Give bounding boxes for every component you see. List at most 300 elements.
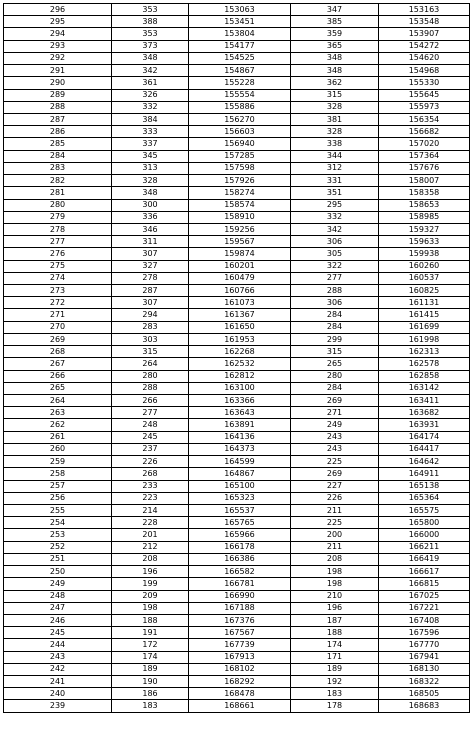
- score-cell: 272: [4, 297, 112, 309]
- table-row: [4, 700, 470, 712]
- count-b-cell: 306: [291, 297, 379, 309]
- score-cell: 248: [4, 590, 112, 602]
- cumulative-a-cell: 163100: [189, 382, 291, 394]
- cumulative-a-cell: 156940: [189, 138, 291, 150]
- count-b-cell: 305: [291, 248, 379, 260]
- count-b-cell: 365: [291, 40, 379, 52]
- cumulative-a-cell: 159256: [189, 223, 291, 235]
- count-b-cell: 362: [291, 77, 379, 89]
- table-row: [4, 113, 470, 125]
- score-cell: 293: [4, 40, 112, 52]
- count-a-cell: 174: [112, 651, 189, 663]
- cumulative-b-cell: 162578: [379, 358, 470, 370]
- cumulative-b-cell: 161998: [379, 333, 470, 345]
- count-b-cell: 188: [291, 627, 379, 639]
- table-row: [4, 236, 470, 248]
- table-row: [4, 223, 470, 235]
- count-b-cell: 299: [291, 333, 379, 345]
- score-cell: 252: [4, 541, 112, 553]
- table-row: [4, 407, 470, 419]
- cumulative-a-cell: 155228: [189, 77, 291, 89]
- score-cell: 263: [4, 407, 112, 419]
- count-a-cell: 303: [112, 333, 189, 345]
- count-b-cell: 381: [291, 113, 379, 125]
- table-row: [4, 28, 470, 40]
- table-row: [4, 211, 470, 223]
- score-table-body: [4, 4, 470, 713]
- cumulative-b-cell: 159327: [379, 223, 470, 235]
- count-a-cell: 226: [112, 456, 189, 468]
- cumulative-a-cell: 161650: [189, 321, 291, 333]
- score-cell: 296: [4, 4, 112, 16]
- table-row: [4, 358, 470, 370]
- cumulative-a-cell: 156270: [189, 113, 291, 125]
- count-a-cell: 342: [112, 65, 189, 77]
- count-a-cell: 307: [112, 297, 189, 309]
- cumulative-a-cell: 158574: [189, 199, 291, 211]
- count-b-cell: 271: [291, 407, 379, 419]
- count-a-cell: 333: [112, 126, 189, 138]
- score-cell: 251: [4, 553, 112, 565]
- cumulative-b-cell: 163682: [379, 407, 470, 419]
- cumulative-a-cell: 168292: [189, 676, 291, 688]
- cumulative-a-cell: 165537: [189, 504, 291, 516]
- table-row: [4, 529, 470, 541]
- score-cell: 289: [4, 89, 112, 101]
- count-a-cell: 189: [112, 663, 189, 675]
- score-cell: 270: [4, 321, 112, 333]
- count-a-cell: 233: [112, 480, 189, 492]
- count-a-cell: 190: [112, 676, 189, 688]
- score-cell: 286: [4, 126, 112, 138]
- count-b-cell: 265: [291, 358, 379, 370]
- table-row: [4, 101, 470, 113]
- count-a-cell: 237: [112, 443, 189, 455]
- cumulative-a-cell: 158910: [189, 211, 291, 223]
- count-b-cell: 226: [291, 492, 379, 504]
- cumulative-b-cell: 155330: [379, 77, 470, 89]
- count-b-cell: 210: [291, 590, 379, 602]
- count-a-cell: 307: [112, 248, 189, 260]
- cumulative-b-cell: 164642: [379, 456, 470, 468]
- table-row: [4, 89, 470, 101]
- count-a-cell: 183: [112, 700, 189, 712]
- count-a-cell: 337: [112, 138, 189, 150]
- score-cell: 260: [4, 443, 112, 455]
- cumulative-b-cell: 166617: [379, 566, 470, 578]
- cumulative-a-cell: 161073: [189, 297, 291, 309]
- cumulative-b-cell: 167025: [379, 590, 470, 602]
- count-b-cell: 277: [291, 272, 379, 284]
- cumulative-a-cell: 165966: [189, 529, 291, 541]
- table-row: [4, 566, 470, 578]
- count-b-cell: 348: [291, 52, 379, 64]
- count-b-cell: 178: [291, 700, 379, 712]
- table-row: [4, 578, 470, 590]
- table-row: [4, 77, 470, 89]
- score-cell: 257: [4, 480, 112, 492]
- count-a-cell: 199: [112, 578, 189, 590]
- cumulative-a-cell: 155886: [189, 101, 291, 113]
- cumulative-a-cell: 164136: [189, 431, 291, 443]
- table-row: [4, 52, 470, 64]
- table-row: [4, 602, 470, 614]
- cumulative-a-cell: 157598: [189, 162, 291, 174]
- cumulative-b-cell: 160537: [379, 272, 470, 284]
- count-a-cell: 172: [112, 639, 189, 651]
- count-a-cell: 188: [112, 614, 189, 626]
- cumulative-b-cell: 158007: [379, 175, 470, 187]
- score-cell: 271: [4, 309, 112, 321]
- count-b-cell: 249: [291, 419, 379, 431]
- score-cell: 281: [4, 187, 112, 199]
- table-row: [4, 431, 470, 443]
- cumulative-a-cell: 164867: [189, 468, 291, 480]
- count-a-cell: 315: [112, 346, 189, 358]
- count-b-cell: 189: [291, 663, 379, 675]
- count-a-cell: 348: [112, 52, 189, 64]
- score-cell: 242: [4, 663, 112, 675]
- table-row: [4, 285, 470, 297]
- count-a-cell: 346: [112, 223, 189, 235]
- count-a-cell: 384: [112, 113, 189, 125]
- table-row: [4, 627, 470, 639]
- cumulative-b-cell: 157676: [379, 162, 470, 174]
- count-a-cell: 248: [112, 419, 189, 431]
- table-row: [4, 651, 470, 663]
- table-row: [4, 614, 470, 626]
- count-a-cell: 212: [112, 541, 189, 553]
- cumulative-b-cell: 168505: [379, 688, 470, 700]
- cumulative-b-cell: 159633: [379, 236, 470, 248]
- score-cell: 276: [4, 248, 112, 260]
- count-b-cell: 328: [291, 101, 379, 113]
- cumulative-a-cell: 168661: [189, 700, 291, 712]
- score-cell: 283: [4, 162, 112, 174]
- score-cell: 253: [4, 529, 112, 541]
- score-cell: 245: [4, 627, 112, 639]
- count-b-cell: 198: [291, 566, 379, 578]
- count-b-cell: 332: [291, 211, 379, 223]
- cumulative-a-cell: 167188: [189, 602, 291, 614]
- score-cell: 278: [4, 223, 112, 235]
- count-b-cell: 192: [291, 676, 379, 688]
- count-b-cell: 280: [291, 370, 379, 382]
- cumulative-b-cell: 168130: [379, 663, 470, 675]
- score-cell: 273: [4, 285, 112, 297]
- score-cell: 274: [4, 272, 112, 284]
- score-cell: 285: [4, 138, 112, 150]
- cumulative-b-cell: 159938: [379, 248, 470, 260]
- count-a-cell: 353: [112, 4, 189, 16]
- count-b-cell: 198: [291, 578, 379, 590]
- cumulative-b-cell: 160260: [379, 260, 470, 272]
- cumulative-a-cell: 168478: [189, 688, 291, 700]
- score-cell: 295: [4, 16, 112, 28]
- table-row: [4, 4, 470, 16]
- count-b-cell: 200: [291, 529, 379, 541]
- cumulative-a-cell: 167913: [189, 651, 291, 663]
- cumulative-b-cell: 158358: [379, 187, 470, 199]
- count-a-cell: 223: [112, 492, 189, 504]
- cumulative-b-cell: 161131: [379, 297, 470, 309]
- count-a-cell: 288: [112, 382, 189, 394]
- table-row: [4, 504, 470, 516]
- score-cell: 250: [4, 566, 112, 578]
- cumulative-a-cell: 167376: [189, 614, 291, 626]
- cumulative-b-cell: 153163: [379, 4, 470, 16]
- count-a-cell: 268: [112, 468, 189, 480]
- table-row: [4, 297, 470, 309]
- score-cell: 290: [4, 77, 112, 89]
- count-a-cell: 300: [112, 199, 189, 211]
- table-row: [4, 676, 470, 688]
- table-row: [4, 370, 470, 382]
- count-a-cell: 283: [112, 321, 189, 333]
- score-cell: 291: [4, 65, 112, 77]
- count-a-cell: 264: [112, 358, 189, 370]
- count-a-cell: 361: [112, 77, 189, 89]
- cumulative-b-cell: 161699: [379, 321, 470, 333]
- cumulative-a-cell: 156603: [189, 126, 291, 138]
- count-a-cell: 280: [112, 370, 189, 382]
- count-b-cell: 183: [291, 688, 379, 700]
- cumulative-b-cell: 164174: [379, 431, 470, 443]
- cumulative-b-cell: 157020: [379, 138, 470, 150]
- cumulative-b-cell: 154620: [379, 52, 470, 64]
- count-b-cell: 225: [291, 517, 379, 529]
- score-cell: 258: [4, 468, 112, 480]
- cumulative-a-cell: 162532: [189, 358, 291, 370]
- cumulative-b-cell: 168683: [379, 700, 470, 712]
- cumulative-b-cell: 161415: [379, 309, 470, 321]
- score-cell: 279: [4, 211, 112, 223]
- count-a-cell: 353: [112, 28, 189, 40]
- cumulative-b-cell: 167596: [379, 627, 470, 639]
- cumulative-a-cell: 154867: [189, 65, 291, 77]
- cumulative-a-cell: 157926: [189, 175, 291, 187]
- cumulative-a-cell: 155554: [189, 89, 291, 101]
- cumulative-a-cell: 160479: [189, 272, 291, 284]
- cumulative-a-cell: 162812: [189, 370, 291, 382]
- cumulative-a-cell: 153451: [189, 16, 291, 28]
- score-cell: 262: [4, 419, 112, 431]
- cumulative-a-cell: 165323: [189, 492, 291, 504]
- table-row: [4, 16, 470, 28]
- cumulative-a-cell: 167739: [189, 639, 291, 651]
- cumulative-a-cell: 166178: [189, 541, 291, 553]
- score-cell: 261: [4, 431, 112, 443]
- table-row: [4, 553, 470, 565]
- cumulative-a-cell: 166990: [189, 590, 291, 602]
- count-a-cell: 277: [112, 407, 189, 419]
- cumulative-a-cell: 161953: [189, 333, 291, 345]
- count-a-cell: 191: [112, 627, 189, 639]
- table-row: [4, 443, 470, 455]
- count-a-cell: 328: [112, 175, 189, 187]
- cumulative-a-cell: 154177: [189, 40, 291, 52]
- cumulative-a-cell: 164373: [189, 443, 291, 455]
- count-b-cell: 322: [291, 260, 379, 272]
- cumulative-a-cell: 162268: [189, 346, 291, 358]
- score-cell: 256: [4, 492, 112, 504]
- score-cell: 239: [4, 700, 112, 712]
- table-row: [4, 663, 470, 675]
- cumulative-a-cell: 161367: [189, 309, 291, 321]
- count-b-cell: 348: [291, 65, 379, 77]
- cumulative-a-cell: 163891: [189, 419, 291, 431]
- table-row: [4, 175, 470, 187]
- count-a-cell: 278: [112, 272, 189, 284]
- cumulative-b-cell: 167770: [379, 639, 470, 651]
- table-row: [4, 492, 470, 504]
- table-row: [4, 321, 470, 333]
- cumulative-b-cell: 160825: [379, 285, 470, 297]
- count-b-cell: 344: [291, 150, 379, 162]
- count-a-cell: 327: [112, 260, 189, 272]
- count-b-cell: 288: [291, 285, 379, 297]
- count-a-cell: 326: [112, 89, 189, 101]
- cumulative-a-cell: 157285: [189, 150, 291, 162]
- cumulative-b-cell: 154272: [379, 40, 470, 52]
- table-row: [4, 138, 470, 150]
- score-cell: 247: [4, 602, 112, 614]
- cumulative-b-cell: 153548: [379, 16, 470, 28]
- count-b-cell: 227: [291, 480, 379, 492]
- count-b-cell: 174: [291, 639, 379, 651]
- count-a-cell: 266: [112, 395, 189, 407]
- table-row: [4, 333, 470, 345]
- count-a-cell: 196: [112, 566, 189, 578]
- cumulative-a-cell: 163643: [189, 407, 291, 419]
- score-cell: 277: [4, 236, 112, 248]
- cumulative-b-cell: 158653: [379, 199, 470, 211]
- table-row: [4, 456, 470, 468]
- score-cell: 241: [4, 676, 112, 688]
- cumulative-a-cell: 160201: [189, 260, 291, 272]
- score-cell: 288: [4, 101, 112, 113]
- count-b-cell: 211: [291, 541, 379, 553]
- score-cell: 240: [4, 688, 112, 700]
- cumulative-a-cell: 153063: [189, 4, 291, 16]
- count-a-cell: 336: [112, 211, 189, 223]
- cumulative-a-cell: 165765: [189, 517, 291, 529]
- count-b-cell: 284: [291, 382, 379, 394]
- count-a-cell: 332: [112, 101, 189, 113]
- count-a-cell: 245: [112, 431, 189, 443]
- score-cell: 243: [4, 651, 112, 663]
- score-cell: 249: [4, 578, 112, 590]
- table-row: [4, 480, 470, 492]
- cumulative-b-cell: 156682: [379, 126, 470, 138]
- count-b-cell: 342: [291, 223, 379, 235]
- score-cell: 268: [4, 346, 112, 358]
- count-a-cell: 348: [112, 187, 189, 199]
- score-cell: 266: [4, 370, 112, 382]
- score-cell: 259: [4, 456, 112, 468]
- cumulative-b-cell: 167221: [379, 602, 470, 614]
- cumulative-a-cell: 165100: [189, 480, 291, 492]
- table-row: [4, 346, 470, 358]
- count-a-cell: 198: [112, 602, 189, 614]
- score-table: [3, 3, 470, 713]
- count-b-cell: 284: [291, 321, 379, 333]
- cumulative-a-cell: 168102: [189, 663, 291, 675]
- score-cell: 287: [4, 113, 112, 125]
- count-b-cell: 187: [291, 614, 379, 626]
- count-b-cell: 208: [291, 553, 379, 565]
- score-cell: 275: [4, 260, 112, 272]
- table-row: [4, 419, 470, 431]
- table-row: [4, 126, 470, 138]
- count-b-cell: 269: [291, 395, 379, 407]
- table-row: [4, 260, 470, 272]
- table-row: [4, 382, 470, 394]
- cumulative-b-cell: 168322: [379, 676, 470, 688]
- count-b-cell: 328: [291, 126, 379, 138]
- cumulative-b-cell: 164417: [379, 443, 470, 455]
- count-b-cell: 243: [291, 443, 379, 455]
- count-b-cell: 243: [291, 431, 379, 443]
- score-cell: 292: [4, 52, 112, 64]
- cumulative-b-cell: 162858: [379, 370, 470, 382]
- cumulative-a-cell: 158274: [189, 187, 291, 199]
- count-b-cell: 331: [291, 175, 379, 187]
- count-a-cell: 208: [112, 553, 189, 565]
- count-b-cell: 385: [291, 16, 379, 28]
- cumulative-b-cell: 155973: [379, 101, 470, 113]
- cumulative-a-cell: 160766: [189, 285, 291, 297]
- cumulative-a-cell: 154525: [189, 52, 291, 64]
- score-cell: 267: [4, 358, 112, 370]
- cumulative-b-cell: 154968: [379, 65, 470, 77]
- count-b-cell: 315: [291, 89, 379, 101]
- count-a-cell: 186: [112, 688, 189, 700]
- cumulative-b-cell: 158985: [379, 211, 470, 223]
- score-cell: 244: [4, 639, 112, 651]
- table-row: [4, 199, 470, 211]
- cumulative-b-cell: 163142: [379, 382, 470, 394]
- table-row: [4, 395, 470, 407]
- count-b-cell: 196: [291, 602, 379, 614]
- count-a-cell: 313: [112, 162, 189, 174]
- table-row: [4, 468, 470, 480]
- count-b-cell: 359: [291, 28, 379, 40]
- cumulative-a-cell: 166386: [189, 553, 291, 565]
- table-row: [4, 590, 470, 602]
- count-b-cell: 351: [291, 187, 379, 199]
- count-b-cell: 211: [291, 504, 379, 516]
- cumulative-b-cell: 165800: [379, 517, 470, 529]
- cumulative-a-cell: 166781: [189, 578, 291, 590]
- cumulative-b-cell: 165364: [379, 492, 470, 504]
- cumulative-b-cell: 167941: [379, 651, 470, 663]
- cumulative-a-cell: 167567: [189, 627, 291, 639]
- score-cell: 255: [4, 504, 112, 516]
- table-row: [4, 517, 470, 529]
- table-row: [4, 688, 470, 700]
- count-b-cell: 315: [291, 346, 379, 358]
- table-row: [4, 272, 470, 284]
- table-row: [4, 639, 470, 651]
- score-cell: 265: [4, 382, 112, 394]
- cumulative-a-cell: 153804: [189, 28, 291, 40]
- cumulative-b-cell: 165138: [379, 480, 470, 492]
- score-cell: 246: [4, 614, 112, 626]
- score-cell: 294: [4, 28, 112, 40]
- cumulative-b-cell: 166211: [379, 541, 470, 553]
- score-cell: 280: [4, 199, 112, 211]
